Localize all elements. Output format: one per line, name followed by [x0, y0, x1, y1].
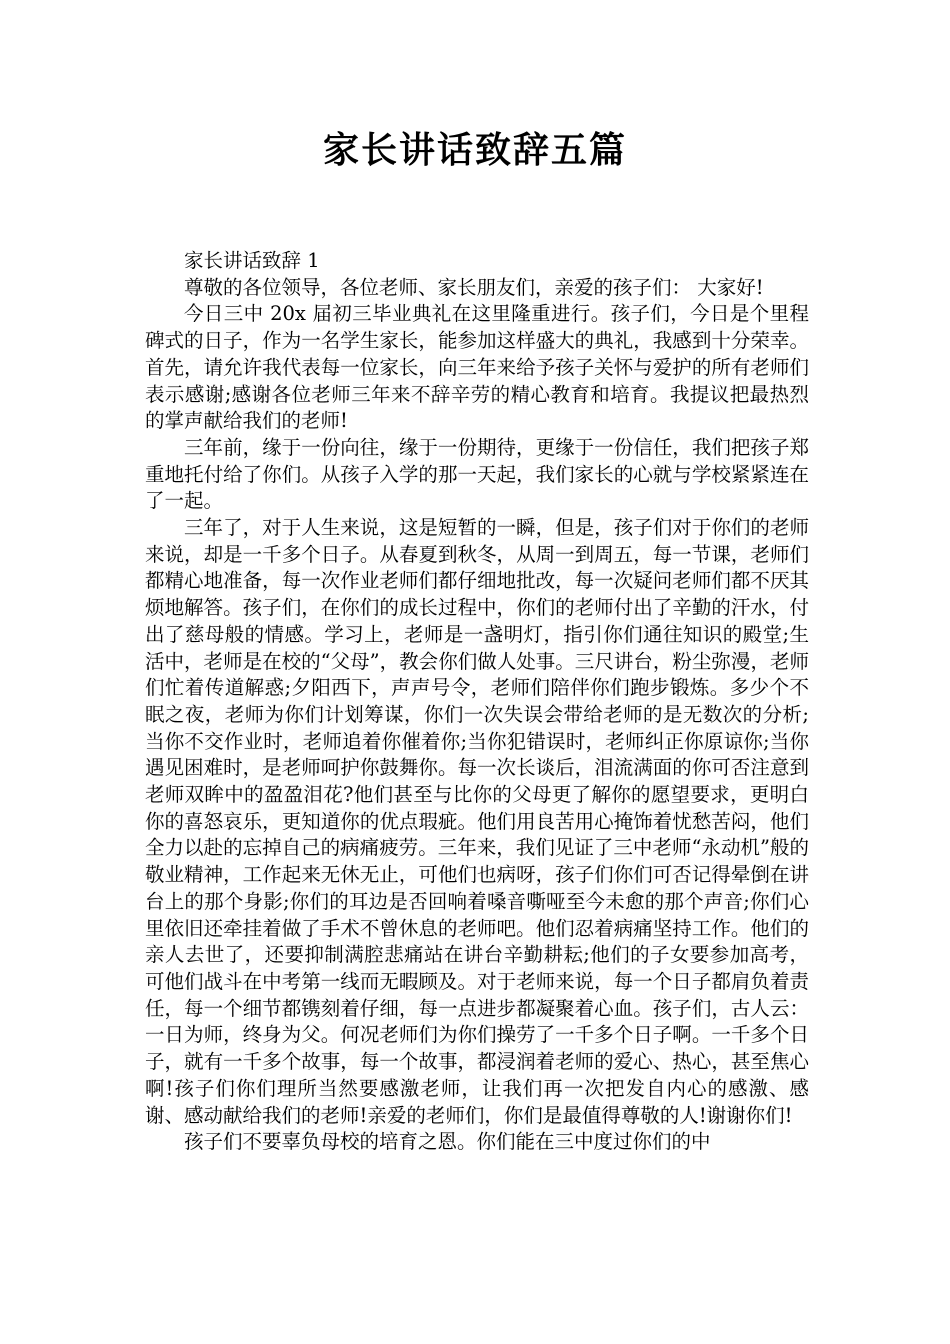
- paragraph-three-years-ago: 三年前，缘于一份向往，缘于一份期待，更缘于一份信任，我们把孩子郑重地托付给了你们。从孩子入学的那一天起，我们家长的心就与学校紧紧连在了一起。: [145, 435, 809, 513]
- document-title: 家长讲话致辞五篇: [322, 130, 627, 171]
- paragraph-opening: 今日三中 20x 届初三毕业典礼在这里隆重进行。孩子们，今日是个里程碑式的日子，作为一名学生家长，能参加这样盛大的典礼，我感到十分荣幸。首先，请允许我代表每一位家长，向三年来给予孩子关怀与爱护的所有老师们表示感谢;感谢各位老师三年来不辞辛劳的精心教育和培育。我提议把最热烈的掌声献给我们的老师!: [145, 302, 809, 433]
- document-body: [145, 248, 809, 1156]
- paragraph-teachers-dedication: 三年了，对于人生来说，这是短暂的一瞬，但是，孩子们对于你们的老师来说，却是一千多个日子。从春夏到秋冬，从周一到周五，每一节课，老师们都精心地准备，每一次作业老师们都仔细地批改，每一次疑问老师们都不厌其烦地解答。孩子们，在你们的成长过程中，你们的老师付出了辛勤的汗水，付出了慈母般的情感。学习上，老师是一盏明灯，指引你们通往知识的殿堂;生活中，老师是在校的“父母”，教会你们做人处事。三尺讲台，粉尘弥漫，老师们忙着传道解惑;夕阳西下，声声号令，老师们陪伴你们跑步锻炼。多少个不眠之夜，老师为你们计划筹谋，你们一次失误会带给老师的是无数次的分析;当你不交作业时，老师追着你催着你;当你犯错误时，老师纠正你原谅你;当你遇见困难时，是老师呵护你鼓舞你。每一次长谈后，泪流满面的你可否注意到老师双眸中的盈盈泪花?他们甚至与比你的父母更了解你的愿望要求，更明白你的喜怒哀乐，更知道你的优点瑕疵。他们用良苦用心掩饰着忧愁苦闷，他们全力以赴的忘掉自己的病痛疲劳。三年来，我们见证了三中老师“永动机”般的敬业精神，工作起来无休无止，可他们也病呀，孩子们你们可否记得晕倒在讲台上的那个身影;你们的耳边是否回响着嗓音嘶哑至今未愈的那个声音;你们心里依旧还牵挂着做了手术不曾休息的老师吧。他们忍着病痛坚持工作。他们的亲人去世了，还要抑制满腔悲痛站在讲台辛勤耕耘;他们的子女要参加高考，可他们战斗在中考第一线而无暇顾及。对于老师来说，每一个日子都肩负着责任，每一个细节都镌刻着仔细，每一点进步都凝聚着心血。孩子们，古人云：一日为师，终身为父。何况老师们为你们操劳了一千多个日子啊。一千多个日子，就有一千多个故事，每一个故事，都浸润着老师的爱心、热心，甚至焦心啊!孩子们你们理所当然要感激老师，让我们再一次把发自内心的感激、感谢、感动献给我们的老师!亲爱的老师们，你们是最值得尊敬的人!谢谢你们!: [145, 516, 809, 1127]
- paragraph-greeting: 尊敬的各位领导，各位老师、家长朋友们，亲爱的孩子们： 大家好!: [184, 275, 764, 299]
- section-heading: 家长讲话致辞 1: [184, 249, 320, 272]
- paragraph-closing-partial: 孩子们不要辜负母校的培育之恩。你们能在三中度过你们的中: [184, 1130, 711, 1154]
